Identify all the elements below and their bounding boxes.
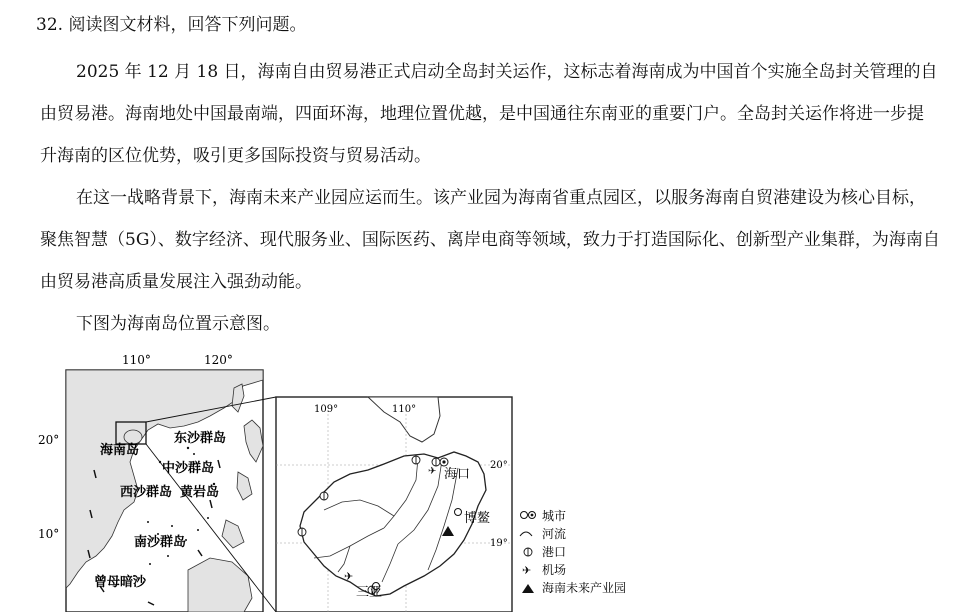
legend-label-city: 城市 xyxy=(542,509,567,523)
legend-item-port xyxy=(524,544,566,559)
paragraph-1-text: 2025 年 12 月 18 日，海南自由贸易港正式启动全岛封关运作，这标志着海南成为中国首个实施全岛封关管理的自由贸易港。海南地处中国最南端，四面环海，地理位置优越，是中国通往东南亚的重要门户。全岛封关运作将进一步提升海南的区位优势，吸引更多国际投资与贸易活动。 xyxy=(40,62,938,166)
detail-map xyxy=(276,397,512,612)
airport-icon: ✈ xyxy=(522,564,532,577)
place-hainan-island: 海南岛 xyxy=(100,443,140,458)
city-icon xyxy=(521,512,528,519)
legend-label-river: 河流 xyxy=(542,527,567,541)
river-icon xyxy=(520,532,532,536)
lon-label-109: 109° xyxy=(314,404,339,415)
overview-map xyxy=(38,353,276,612)
lat-label-10: 10° xyxy=(38,527,60,541)
lon-label-120: 120° xyxy=(204,353,233,367)
lat-label-20: 20° xyxy=(38,433,60,447)
lat-label-20-detail: 20° xyxy=(490,460,508,471)
lon-label-110-detail: 110° xyxy=(392,404,417,415)
place-huangyan: 黄岩岛 xyxy=(180,485,220,500)
park-triangle-icon xyxy=(522,584,534,593)
question-prompt: 阅读图文材料，回答下列问题。 xyxy=(68,15,307,35)
hainan-location-figure xyxy=(38,350,648,612)
question-number: 32. xyxy=(36,15,64,35)
overview-hainan-island xyxy=(124,430,142,444)
lon-label-110: 110° xyxy=(122,353,151,367)
legend-item-airport xyxy=(522,562,566,577)
legend-label-port: 港口 xyxy=(542,545,567,559)
paragraph-2-text: 在这一战略背景下，海南未来产业园应运而生。该产业园为海南省重点园区，以服务海南自贸港建设为核心目标，聚焦智慧（5G）、数字经济、现代服务业、国际医药、离岸电商等领域，致力于打造国际化、创新型产业集群，为海南自由贸易港高质量发展注入强劲动能。 xyxy=(40,188,940,292)
map-legend xyxy=(520,509,626,595)
lat-label-19-detail: 19° xyxy=(490,538,508,549)
legend-label-airport: 机场 xyxy=(542,563,567,577)
place-nansha: 南沙群岛 xyxy=(134,535,187,550)
paragraph-1 xyxy=(40,51,940,177)
paragraph-3 xyxy=(40,303,940,345)
city-label-haikou: 海口 xyxy=(444,467,471,482)
place-zengmu: 曾母暗沙 xyxy=(94,575,147,590)
legend-label-park: 海南未来产业园 xyxy=(542,581,627,595)
place-xisha: 西沙群岛 xyxy=(120,485,173,500)
airport-icon-haikou: ✈ xyxy=(428,466,437,477)
legend-item-park xyxy=(522,580,626,595)
paragraph-2 xyxy=(40,177,940,303)
city-label-boao: 博鳌 xyxy=(464,511,491,526)
question-header xyxy=(36,13,306,37)
airport-icon-sanya: ✈ xyxy=(344,570,354,583)
legend-item-city xyxy=(521,509,567,523)
place-dongsha: 东沙群岛 xyxy=(174,431,227,446)
paragraph-3-text: 下图为海南岛位置示意图。 xyxy=(76,314,280,334)
place-zhongsha: 中沙群岛 xyxy=(162,461,215,476)
city-label-sanya: 三亚 xyxy=(356,585,383,600)
legend-item-river xyxy=(520,526,566,541)
